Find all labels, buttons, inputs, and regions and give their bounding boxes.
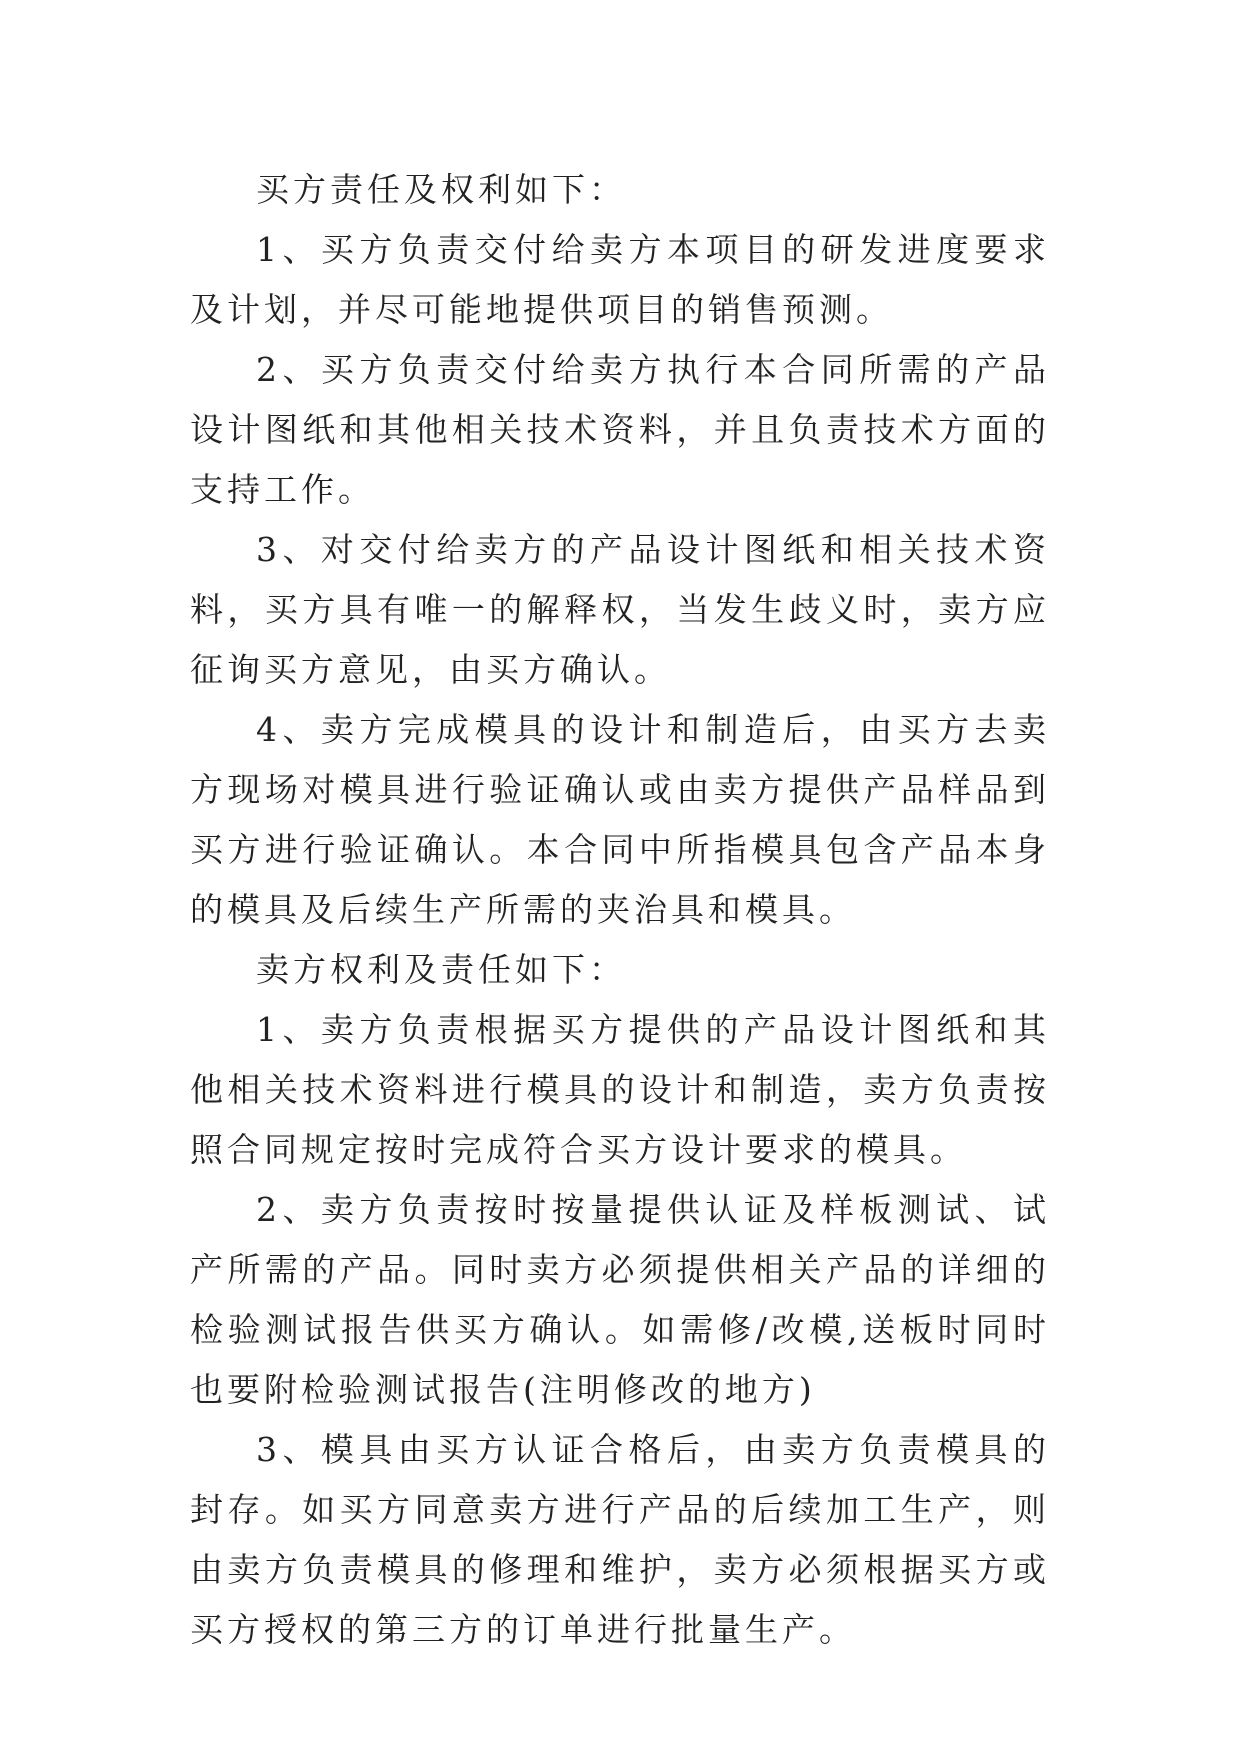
seller-item-3: 3、模具由买方认证合格后，由卖方负责模具的封存。如买方同意卖方进行产品的后续加工生产，则由卖方负责模具的修理和维护，卖方必须根据买方或买方授权的第三方的订单进行批量生产。: [190, 1430, 1050, 1649]
document-body: [190, 160, 1050, 1660]
seller-section-heading: 卖方权利及责任如下：: [256, 950, 626, 989]
buyer-item-1: 1、买方负责交付给卖方本项目的研发进度要求及计划，并尽可能地提供项目的销售预测。: [190, 230, 1050, 329]
seller-item-1: 1、卖方负责根据买方提供的产品设计图纸和其他相关技术资料进行模具的设计和制造，卖方负责按照合同规定按时完成符合买方设计要求的模具。: [190, 1010, 1050, 1169]
buyer-section-heading: 买方责任及权利如下：: [256, 170, 626, 209]
buyer-item-2: 2、买方负责交付给卖方执行本合同所需的产品设计图纸和其他相关技术资料，并且负责技术方面的支持工作。: [190, 350, 1050, 509]
buyer-item-3: 3、对交付给卖方的产品设计图纸和相关技术资料，买方具有唯一的解释权，当发生歧义时，卖方应征询买方意见，由买方确认。: [190, 530, 1050, 689]
seller-item-2: 2、卖方负责按时按量提供认证及样板测试、试产所需的产品。同时卖方必须提供相关产品的详细的检验测试报告供买方确认。如需修/改模,送板时同时也要附检验测试报告(注明修改的地方): [190, 1190, 1050, 1409]
buyer-item-4: 4、卖方完成模具的设计和制造后，由买方去卖方现场对模具进行验证确认或由卖方提供产品样品到买方进行验证确认。本合同中所指模具包含产品本身的模具及后续生产所需的夹治具和模具。: [190, 710, 1050, 929]
